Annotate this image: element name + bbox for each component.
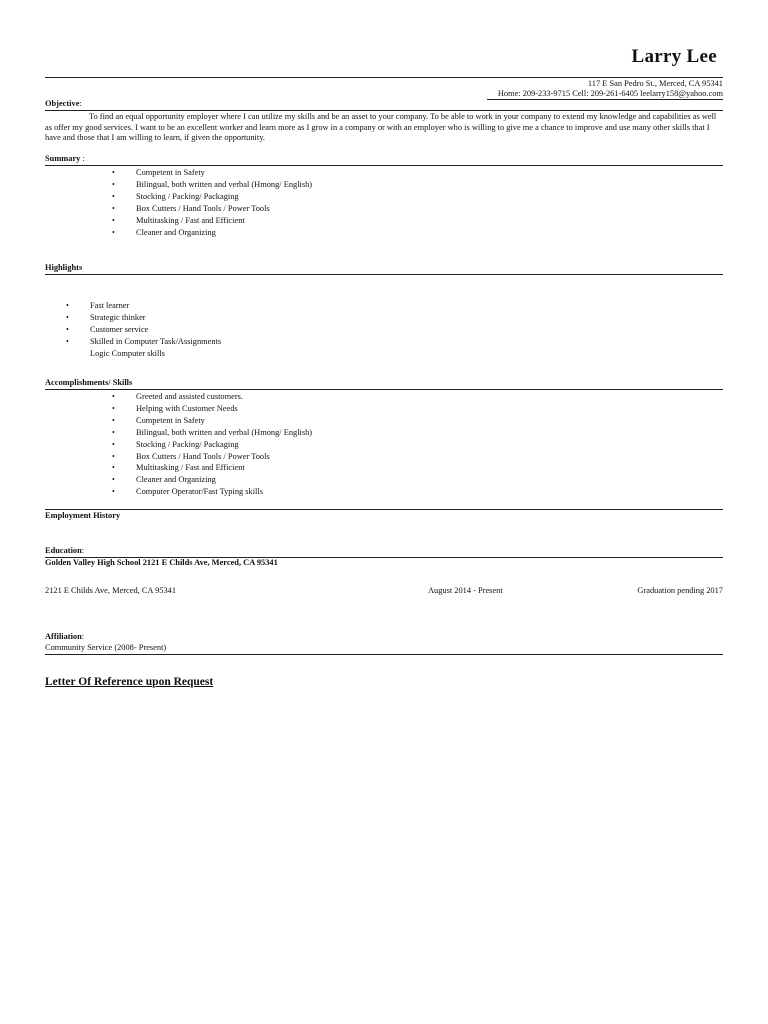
applicant-name: Larry Lee [631, 46, 717, 67]
affiliation-text: Community Service (2008- Present) [45, 643, 167, 652]
bullet-icon: • [66, 301, 69, 310]
objective-heading: Objective: [45, 99, 82, 108]
list-item: • Fast learner [66, 301, 130, 310]
objective-rule [45, 110, 723, 111]
bullet-icon: • [112, 191, 115, 201]
bullet-icon: • [112, 227, 115, 237]
highlights-list [66, 300, 222, 360]
list-item: • Computer Operator/Fast Typing skills [112, 487, 263, 497]
list-item: • Multitasking / Fast and Efficient [112, 463, 245, 473]
bullet-icon: • [112, 215, 115, 225]
summary-heading: Summary : [45, 154, 85, 163]
list-item: • Box Cutters / Hand Tools / Power Tools [112, 203, 270, 213]
bullet-icon: • [112, 463, 115, 473]
list-item: • Strategic thinker [66, 312, 146, 322]
bullet-icon: • [112, 439, 115, 449]
list-item: • Bilingual, both written and verbal (Hmong/ English) [112, 179, 313, 189]
accomplishments-heading: Accomplishments/ Skills [45, 378, 133, 387]
bullet-icon: • [112, 403, 115, 413]
employment-rule [45, 509, 723, 510]
bullet-icon: • [66, 336, 69, 346]
bullet-icon: • [112, 392, 115, 401]
highlights-heading: Highlights [45, 263, 83, 272]
bullet-icon: • [112, 168, 115, 177]
list-item: • Skilled in Computer Task/Assignments [66, 336, 222, 346]
education-school: Golden Valley High School 2121 E Childs Ave, Merced, CA 95341 [45, 558, 278, 567]
bullet-icon: • [66, 312, 69, 322]
bullet-icon: • [66, 324, 69, 334]
education-graduation: Graduation pending 2017 [637, 586, 723, 595]
bullet-icon: • [112, 451, 115, 461]
list-item: • Competent in Safety [112, 415, 205, 425]
summary-rule [45, 165, 723, 166]
affiliation-heading: Affiliation: [45, 632, 85, 641]
contact-rule [487, 99, 723, 100]
bullet-icon: • [112, 415, 115, 425]
list-item: • Greeted and assisted customers. [112, 392, 243, 401]
accomplishments-list [112, 391, 313, 498]
bullet-icon: • [112, 487, 115, 497]
list-item: Logic Computer skills [90, 348, 165, 358]
employment-heading: Employment History [45, 511, 121, 520]
list-item: • Cleaner and Organizing [112, 227, 216, 237]
reference-note: Letter Of Reference upon Request [45, 676, 214, 688]
education-address: 2121 E Childs Ave, Merced, CA 95341 [45, 586, 177, 595]
list-item: • Customer service [66, 324, 149, 334]
list-item: • Multitasking / Fast and Efficient [112, 215, 245, 225]
bullet-icon: • [112, 203, 115, 213]
education-dates: August 2014 - Present [428, 586, 503, 595]
affiliation-rule [45, 654, 723, 655]
bullet-icon: • [112, 427, 115, 437]
list-item: • Stocking / Packing/ Packaging [112, 439, 239, 449]
accomplishments-rule [45, 389, 723, 390]
education-heading: Education: [45, 546, 85, 555]
bullet-icon: • [112, 179, 115, 189]
highlights-rule [45, 274, 723, 275]
contact-address: 117 E San Pedro St., Merced, CA 95341 [587, 79, 723, 88]
list-item: • Helping with Customer Needs [112, 403, 238, 413]
bullet-icon: • [112, 475, 115, 485]
list-item: • Stocking / Packing/ Packaging [112, 191, 239, 201]
objective-text: To find an equal opportunity employer where I can utilize my skills and be an asset to your company. To be able to work in your company to extend my knowledge and capabilities as well as offer my good services. I want to be an excellent worker and learn more as I grow in a company or with an employer who is willing to give me a chance to improve and use many other skills that I have and those that I am willing to learn, if given the opportunity. [45, 112, 717, 142]
list-item: • Cleaner and Organizing [112, 475, 216, 485]
header-rule [45, 77, 723, 78]
summary-list [112, 167, 313, 238]
list-item: • Competent in Safety [112, 168, 205, 177]
list-item: • Bilingual, both written and verbal (Hmong/ English) [112, 427, 313, 437]
contact-phones-email: Home: 209-233-9715 Cell: 209-261-6405 leelarry158@yahoo.com [497, 89, 723, 98]
list-item: • Box Cutters / Hand Tools / Power Tools [112, 451, 270, 461]
